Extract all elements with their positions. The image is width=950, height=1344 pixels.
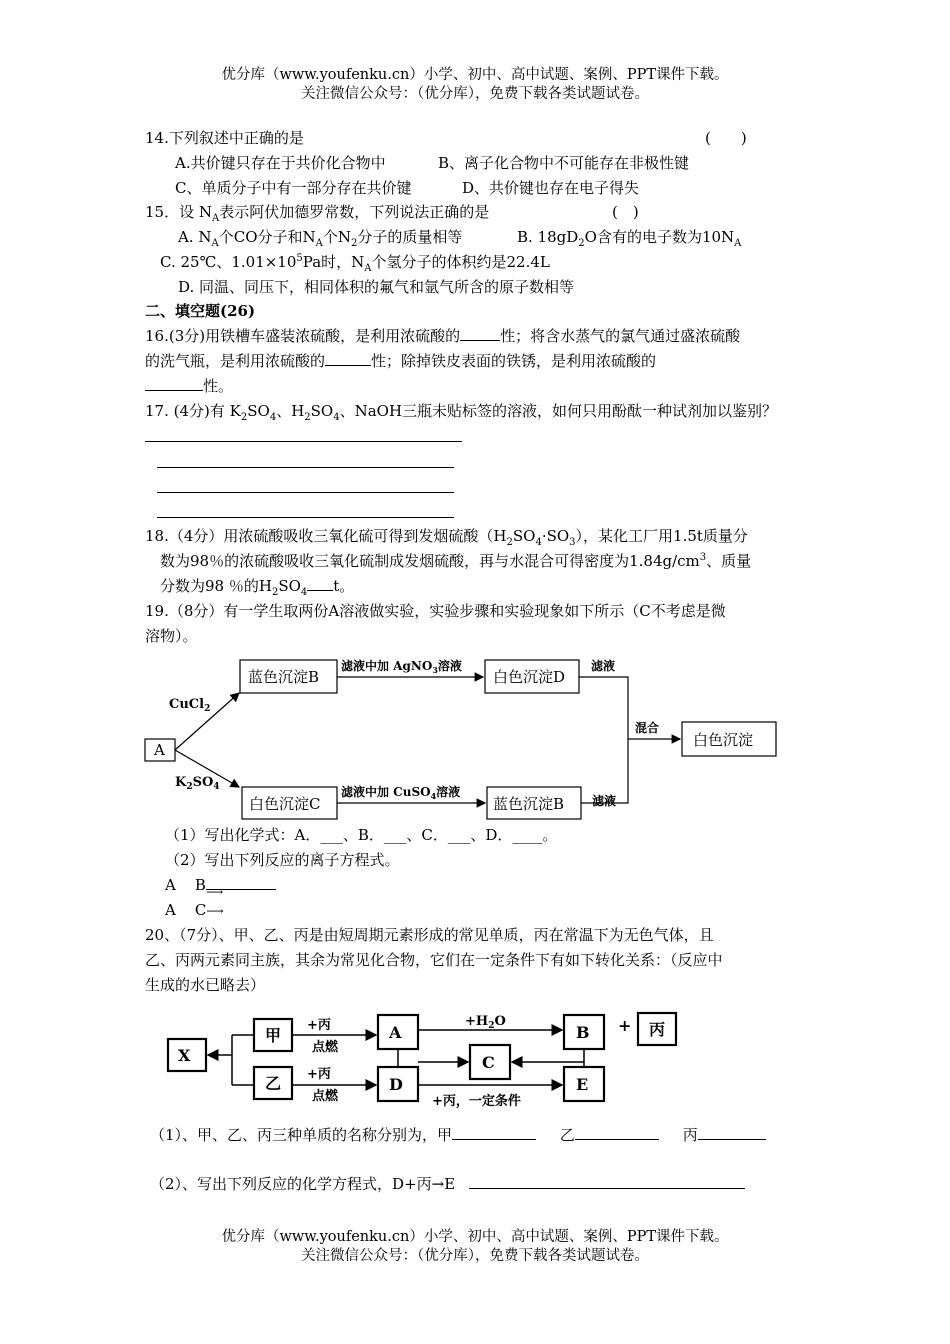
q19-agno3-sub: 3: [432, 665, 438, 675]
q15-a-sub-1: A: [211, 238, 219, 249]
q18-text-1: 18.（4分）用浓硫酸吸收三氧化硫可得到发烟硫酸（H: [145, 527, 507, 545]
q18-sub-3: 3: [569, 537, 576, 548]
q19-label-white: 白色沉淀: [693, 731, 754, 749]
q19-label-a: A: [154, 741, 165, 759]
q15-c-text-2: Pa时，N: [302, 253, 365, 271]
q17-sub-1: 2: [240, 412, 248, 423]
q17-answer-line-1[interactable]: [145, 441, 462, 442]
q15-b-text-2: O含有的电子数为10N: [584, 228, 735, 246]
q20-blank-jia[interactable]: [452, 1125, 536, 1140]
page-footer: [0, 1228, 950, 1266]
q19-label-mix: 混合: [635, 721, 660, 735]
q20-label-x: X: [178, 1046, 191, 1065]
q16-text-5: 性。: [203, 377, 234, 395]
q20-p2-text: （2）、写出下列反应的化学方程式，D+丙→E: [150, 1175, 456, 1193]
q19-line-1: 19.（8分）有一学生取两份A溶液做实验，实验步骤和实验现象如下所示（C不考虑是微: [145, 602, 726, 620]
q20-blank-bing[interactable]: [698, 1125, 766, 1140]
q16-line-3: [145, 376, 233, 396]
q19-agno3-solution: 溶液: [437, 659, 462, 673]
q17-answer-line-2[interactable]: [157, 467, 454, 468]
q19-label-filtrate-bottom: 滤液: [592, 794, 617, 808]
q20-h2o-o: O: [494, 1014, 506, 1029]
q15-b-text-1: B. 18gD: [517, 228, 579, 246]
q19-r2-product: C: [194, 901, 207, 919]
q17-sub-4: 4: [333, 412, 340, 423]
q19-k2so4-k: K: [175, 775, 187, 790]
q15-option-c: [160, 252, 550, 272]
q18-text-8: SO: [278, 577, 301, 595]
q16-text-2: 性；将含水蒸气的氯气通过盛浓硫酸: [500, 327, 741, 345]
q18-text-3: ·SO: [541, 527, 570, 545]
q19-part-2: （2）写出下列反应的离子方程式。: [165, 851, 400, 869]
q19-part-1: （1）写出化学式：A．___、B．___、C．___、D．____。: [165, 826, 558, 844]
q19-r2-arrow-icon: ⟶: [206, 904, 224, 918]
q20-line-3: 生成的水已略去）: [145, 976, 266, 994]
q14-option-b: B、离子化合物中不可能存在非极性键: [438, 154, 690, 172]
q19-reagent-cucl2: [169, 697, 210, 714]
q19-r1-product: B: [194, 876, 206, 894]
q20-label-d: D: [389, 1075, 403, 1094]
footer-line-1: 优分库（www.youfenku.cn）小学、初中、高中试题、案例、PPT课件下载。: [221, 1229, 729, 1245]
q19-reaction-1: [165, 875, 276, 899]
q15-c-sub: A: [364, 263, 372, 274]
q20-label-yi: 乙: [265, 1074, 282, 1093]
q20-label-plus-bing-1: +丙: [307, 1018, 331, 1033]
q20-p1-text: （1）、甲、乙、丙三种单质的名称分别为，甲: [150, 1126, 453, 1144]
q18-text-5: 数为98％的浓硫酸吸收三氧化硫制成发烟硫酸，再与水混合可得密度为1.84g/cm: [160, 552, 700, 570]
q20-line-2: 乙、丙两元素同主族，其余为常见化合物，它们在一定条件下有如下转化关系：（反应中: [145, 951, 723, 969]
q20-label-c: C: [482, 1053, 495, 1072]
q18-text-7: 分数为98 ％的H: [160, 577, 272, 595]
q19-reagent-k2so4: [175, 775, 220, 792]
q14-option-a: A.共价键只存在于共价化合物中: [175, 154, 386, 172]
q20-label-bing: 丙: [649, 1020, 666, 1039]
q15-a-text-3: 个N: [322, 228, 352, 246]
q19-label-add-cuso4: [341, 784, 460, 801]
q18-line-3: [160, 576, 354, 596]
q19-k2so4-sub2: 4: [213, 782, 220, 792]
q19-r2-reactant: A: [165, 901, 176, 919]
q15-a-sub-2: A: [315, 238, 323, 249]
q14-answer-paren: ( ): [705, 129, 747, 147]
q20-label-jia: 甲: [265, 1026, 282, 1045]
q15-a-text-1: A. N: [178, 228, 212, 246]
q20-blank-equation[interactable]: [469, 1174, 745, 1189]
q20-h2o-text: +H: [465, 1014, 489, 1029]
q19-label-c: 白色沉淀C: [249, 795, 321, 813]
q18-sub-1: 2: [506, 537, 513, 548]
q16-text-1: 16.(3分)用铁槽车盛装浓硫酸，是利用浓硫酸的: [145, 327, 461, 345]
q19-line-2: 溶物）。: [145, 627, 198, 645]
q18-sub-5: 4: [300, 587, 308, 598]
q15-option-d: D. 同温、同压下，相同体积的氟气和氩气所含的原子数相等: [178, 278, 575, 296]
q15-c-sup: 5: [296, 253, 303, 264]
q16-text-3: 的洗气瓶，是利用浓硫酸的: [145, 352, 326, 370]
q19-label-b1: 蓝色沉淀B: [248, 668, 320, 686]
q20-label-a: A: [389, 1023, 402, 1042]
header-line-1: 优分库（www.youfenku.cn）小学、初中、高中试题、案例、PPT课件下载。: [221, 67, 729, 83]
q19-cucl2-sub: 2: [204, 704, 211, 714]
q15-stem-pre: 15．设 N: [145, 203, 212, 221]
q15-option-b: [517, 227, 741, 247]
q17-text-3: 、H: [276, 402, 305, 420]
q15-b-sub-1: 2: [578, 238, 585, 249]
q19-cuso4-sub: 4: [430, 791, 437, 801]
q19-agno3-text: 滤液中加 AgNO: [341, 659, 433, 673]
q20-part-1: [150, 1125, 766, 1145]
q20-h2o-sub: 2: [488, 1021, 495, 1031]
q16-line-2: [145, 351, 656, 371]
q19-r1-arrow-icon: ⟶: [205, 885, 224, 899]
q18-sub-4: 2: [271, 587, 279, 598]
q15-stem: [145, 202, 489, 222]
header-line-2: 关注微信公众号：（优分库），免费下载各类试题试卷。: [301, 86, 649, 102]
q19-label-filtrate-top: 滤液: [591, 659, 616, 673]
q17-text-5: 、NaOH三瓶未贴标签的溶液，如何只用酚酞一种试剂加以鉴别？: [339, 402, 778, 420]
q18-text-6: 、质量: [706, 552, 752, 570]
q20-p1-bing: 丙: [682, 1126, 698, 1144]
q19-cuso4-solution: 溶液: [436, 785, 461, 799]
q16-blank-2[interactable]: [325, 351, 371, 366]
q16-blank-3[interactable]: [145, 376, 203, 391]
q15-b-sub-2: A: [734, 238, 742, 249]
q15-sub-a: A: [211, 213, 220, 224]
q20-label-ignite-1: 点燃: [312, 1040, 339, 1055]
q19-label-d: 白色沉淀D: [493, 668, 566, 686]
q19-cuso4-text: 滤液中加 CuSO: [341, 785, 431, 799]
q20-label-plus-bing-2: +丙: [307, 1067, 331, 1082]
q20-label-plus-h2o: [465, 1014, 506, 1031]
q15-option-a: [178, 227, 462, 247]
q14-option-c: C、单质分子中有一部分存在共价键: [175, 179, 412, 197]
q15-answer-paren: ( ): [612, 203, 639, 221]
q19-reaction-2: [165, 900, 224, 921]
q18-sub-2: 4: [535, 537, 542, 548]
q18-text-2: SO: [512, 527, 536, 545]
q18-text-9: t。: [333, 577, 355, 595]
q17-answer-line-4[interactable]: [157, 517, 454, 518]
q17-sub-3: 2: [304, 412, 311, 423]
q15-a-sub-3: 2: [351, 238, 358, 249]
q20-label-b: B: [576, 1023, 590, 1042]
q20-line-1: 20、（7分）、甲、乙、丙是由短周期元素形成的常见单质，丙在常温下为无色气体，且: [145, 926, 714, 944]
q14-stem: 14.下列叙述中正确的是: [145, 129, 304, 147]
q19-r1-answer-line[interactable]: [205, 879, 276, 899]
q16-blank-1[interactable]: [460, 326, 500, 341]
q19-r1-reactant: A: [165, 876, 176, 894]
q17-text-1: 17. (4分)有 K: [145, 402, 241, 420]
q19-k2so4-so: SO: [192, 775, 214, 790]
q18-blank[interactable]: [307, 576, 333, 591]
q18-line-2: [160, 551, 751, 571]
q20-label-e: E: [576, 1075, 589, 1094]
q16-text-4: 性；除掉铁皮表面的铁锈，是利用浓硫酸的: [371, 352, 657, 370]
q18-text-4: ），某化工厂用1.5t质量分: [575, 527, 748, 545]
q16-line-1: [145, 326, 740, 346]
q17-text-2: SO: [247, 402, 270, 420]
q18-sup: 3: [699, 552, 707, 563]
q19-flow-diagram: [135, 650, 795, 825]
q15-c-text-3: 个氢分子的体积约是22.4L: [371, 253, 550, 271]
q20-part-2: [150, 1174, 745, 1194]
q19-label-add-agno3: [341, 658, 462, 675]
q19-cucl2-text: CuCl: [169, 697, 205, 712]
q20-p1-yi: 乙: [559, 1126, 575, 1144]
q20-flow-diagram: [160, 1005, 700, 1117]
q15-a-text-4: 分子的质量相等: [357, 228, 463, 246]
q20-blank-yi[interactable]: [575, 1125, 659, 1140]
q20-label-ignite-2: 点燃: [312, 1089, 339, 1104]
q17-stem: [145, 401, 777, 421]
q17-text-4: SO: [310, 402, 334, 420]
section-2-title: 二、填空题(26): [145, 302, 256, 320]
q15-a-text-2: 个CO分子和N: [218, 228, 316, 246]
footer-line-2: 关注微信公众号：（优分库），免费下载各类试题试卷。: [301, 1248, 649, 1264]
q15-stem-post: 表示阿伏加德罗常数，下列说法正确的是: [219, 203, 490, 221]
q14-option-d: D、共价键也存在电子得失: [462, 179, 640, 197]
q20-label-plus: +: [618, 1016, 632, 1035]
q19-k2so4-sub1: 2: [186, 782, 193, 792]
q15-c-text-1: C. 25℃、1.01×10: [160, 253, 297, 271]
q17-answer-line-3[interactable]: [157, 492, 454, 493]
q18-line-1: [145, 526, 748, 546]
page-header: [0, 66, 950, 104]
q19-label-b2: 蓝色沉淀B: [493, 795, 565, 813]
q17-sub-2: 4: [269, 412, 277, 423]
q20-label-condition: +丙，一定条件: [432, 1094, 521, 1109]
